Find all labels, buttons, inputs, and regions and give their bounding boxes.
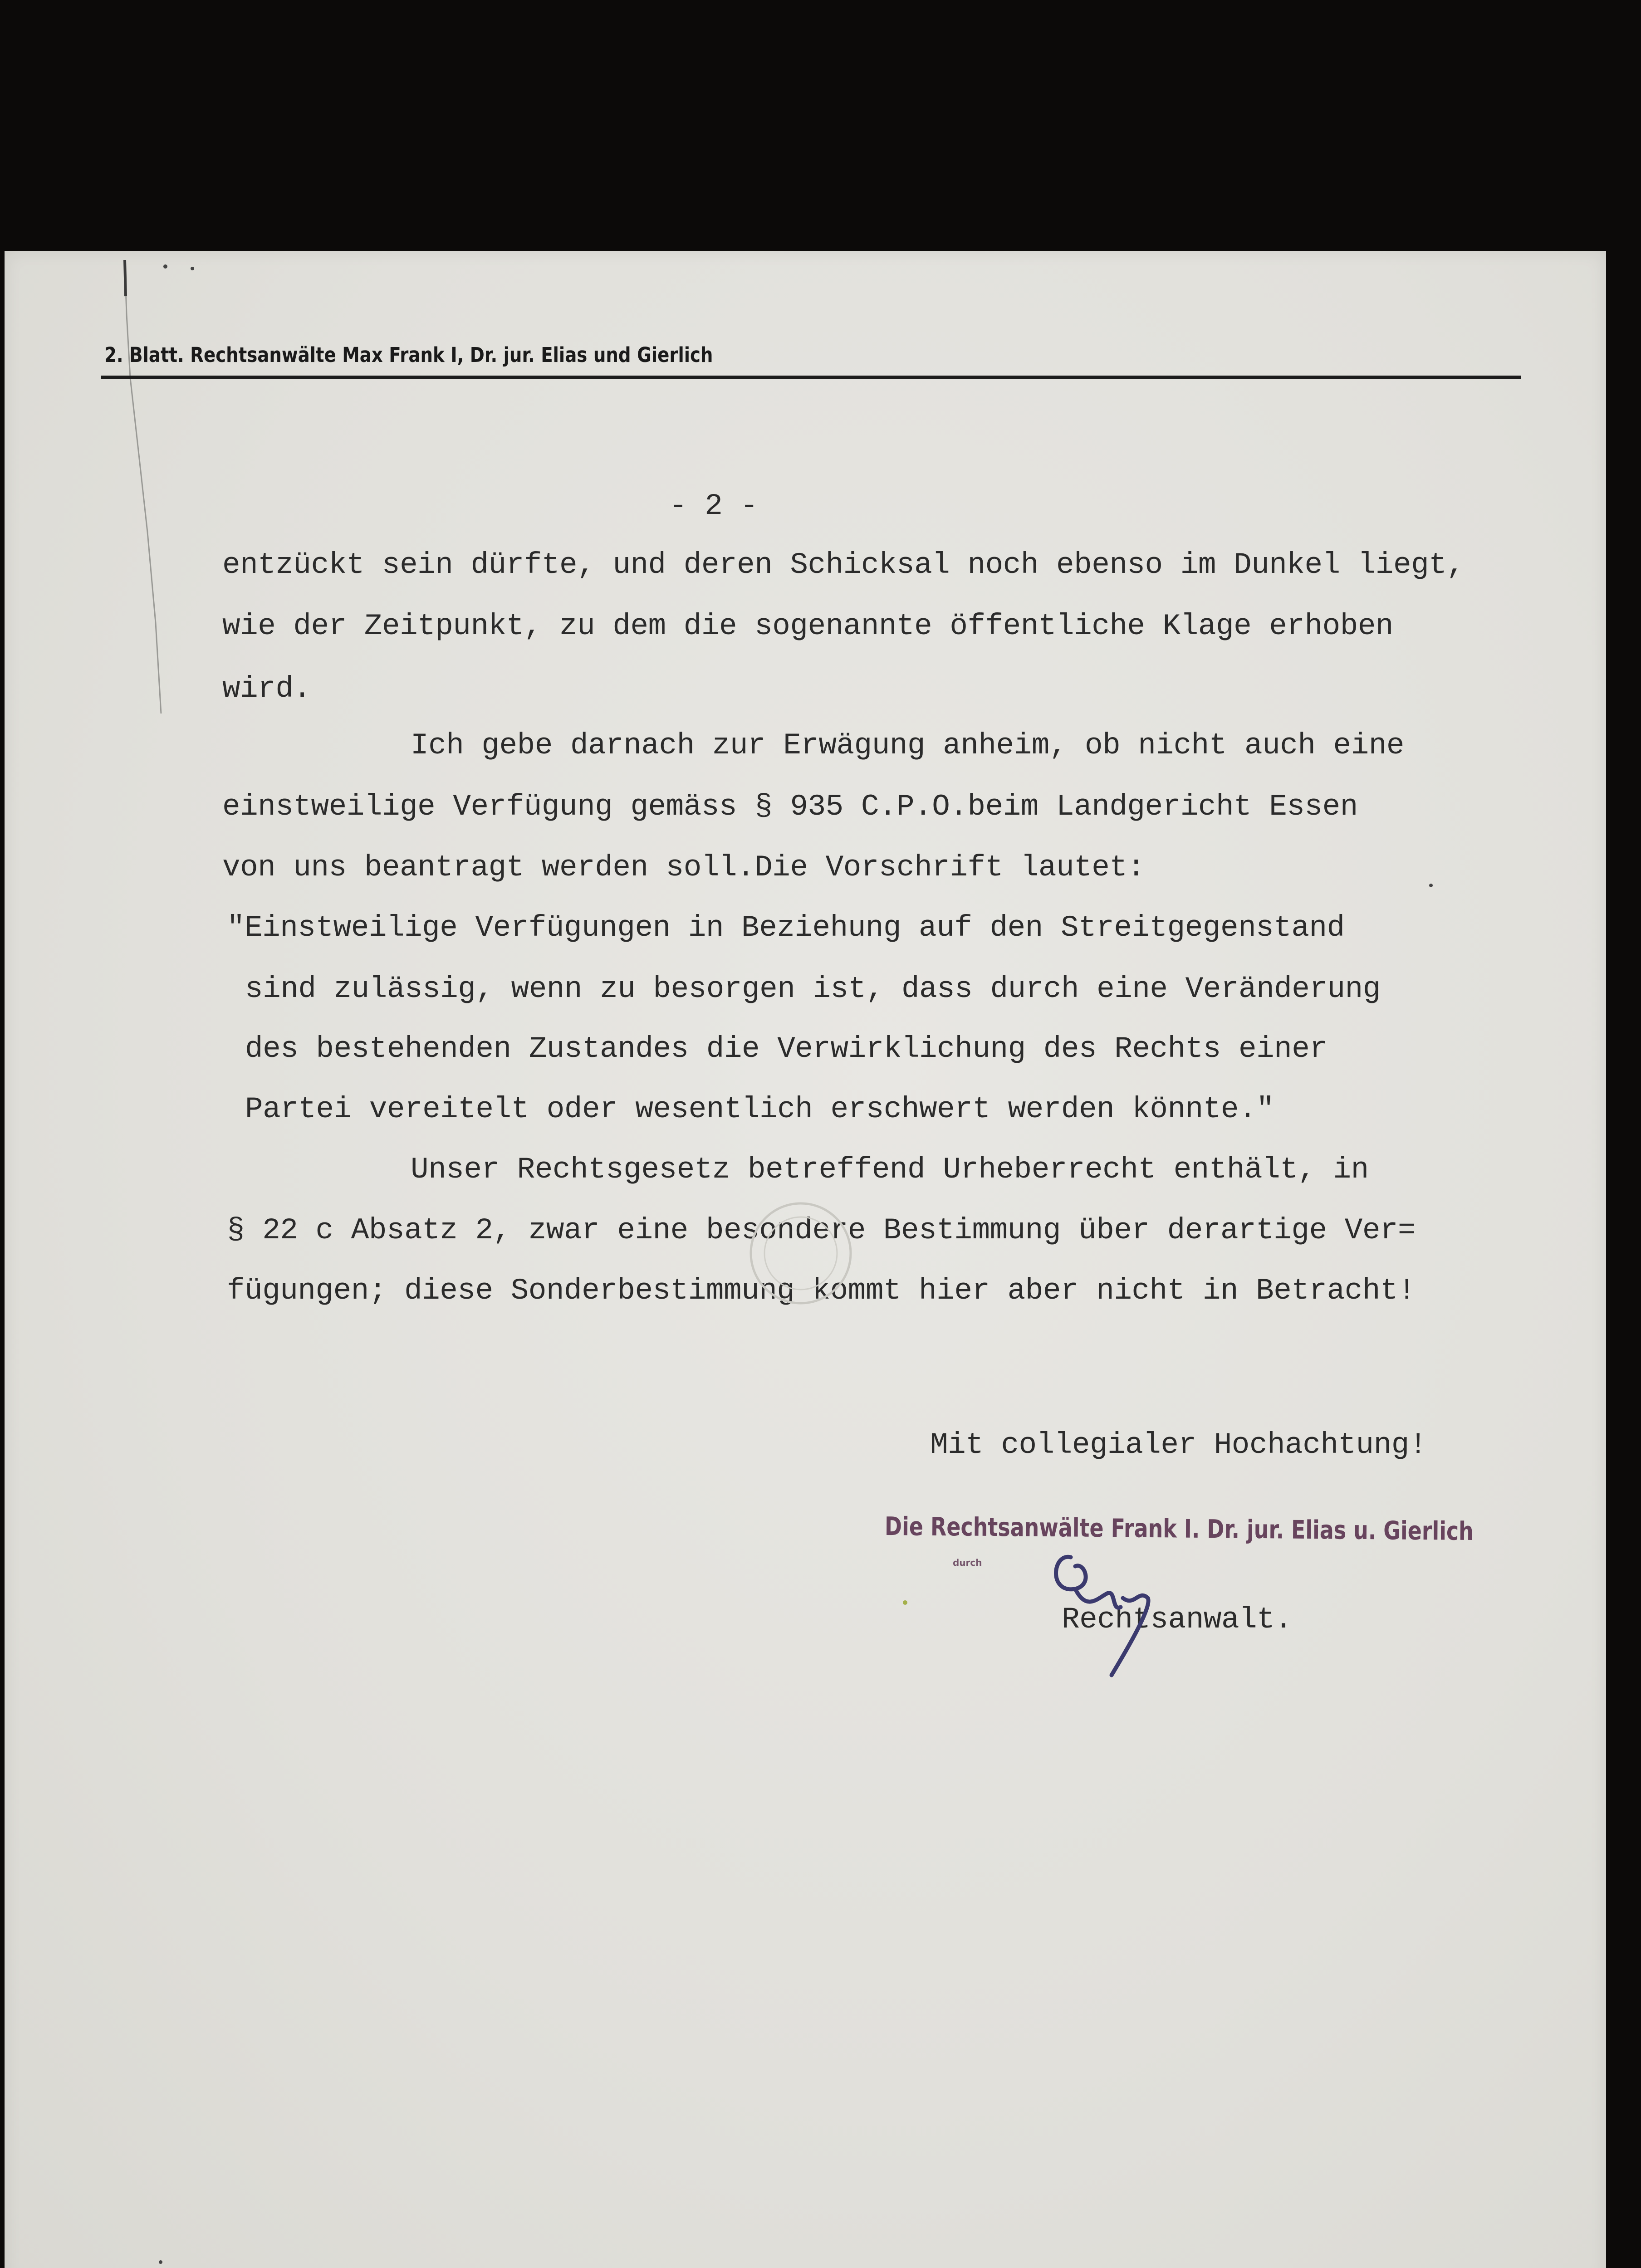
letterhead	[101, 339, 1521, 379]
embossed-seal	[746, 1199, 855, 1308]
handwritten-signature	[1043, 1539, 1180, 1680]
body-line-1: entzückt sein dürfte, und deren Schicksal noch ebenso im Dunkel liegt,	[222, 548, 1465, 582]
paper-speck	[1429, 884, 1433, 887]
body-line-5: einstweilige Verfügung gemäss § 935 C.P.O.beim Landgericht Essen	[222, 790, 1358, 824]
body-line-8: § 22 c Absatz 2, zwar eine besondere Bestimmung über derartige Ver=	[227, 1213, 1416, 1247]
body-line-3: wird.	[222, 672, 311, 706]
quote-line-2: sind zulässig, wenn zu besorgen ist, dass durch eine Veränderung	[245, 972, 1381, 1006]
signatory-title: Rechtsanwalt.	[1062, 1603, 1293, 1637]
quote-line-4: Partei vereitelt oder wesentlich erschwert werden könnte."	[245, 1092, 1274, 1126]
body-line-4: Ich gebe darnach zur Erwägung anheim, ob nicht auch eine	[411, 728, 1404, 763]
body-line-7: Unser Rechtsgesetz betreffend Urheberrecht enthält, in	[411, 1153, 1369, 1187]
paper-speck	[163, 264, 167, 269]
body-line-6: von uns beantragt werden soll.Die Vorschrift lautet:	[222, 850, 1145, 885]
paper-speck	[159, 2260, 162, 2264]
stamp-sub-text: durch	[953, 1557, 982, 1568]
firm-stamp: Die Rechtsanwälte Frank I. Dr. jur. Elias u. Gierlich	[884, 1512, 1474, 1547]
quote-line-3: des bestehenden Zustandes die Verwirklichung des Rechts einer	[245, 1032, 1327, 1066]
quote-line-1: "Einstweilige Verfügungen in Beziehung auf den Streitgegenstand	[227, 911, 1345, 945]
body-line-2: wie der Zeitpunkt, zu dem die sogenannte öffentliche Klage erhoben	[222, 609, 1394, 643]
body-line-9: fügungen; diese Sonderbestimmung kommt hier aber nicht in Betracht!	[227, 1274, 1416, 1308]
letterhead-text: 2. Blatt. Rechtsanwälte Max Frank I, Dr. jur. Elias und Gierlich	[104, 343, 713, 367]
paper-speck	[191, 267, 194, 270]
letter-page	[5, 251, 1606, 2268]
closing-salutation: Mit collegialer Hochachtung!	[930, 1428, 1427, 1462]
paper-speck	[903, 1600, 907, 1605]
paper-crease	[120, 260, 166, 714]
page-number: - 2 -	[669, 489, 758, 523]
